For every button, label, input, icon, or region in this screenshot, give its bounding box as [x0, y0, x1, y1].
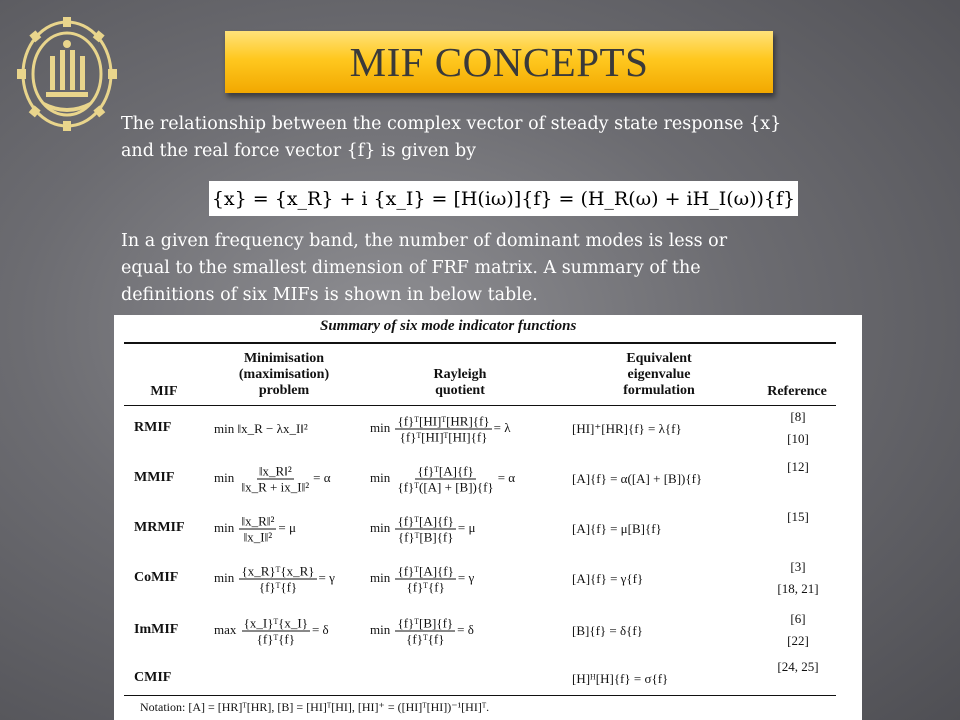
modes-line-1: In a given frequency band, the number of dominant modes is less or	[121, 231, 728, 251]
modes-line-2: equal to the smallest dimension of FRF matrix. A summary of the	[121, 258, 701, 278]
header-rayleigh-line-1: Rayleigh	[433, 367, 487, 382]
row-mif-name: RMIF	[134, 420, 172, 435]
rayleigh-fraction	[395, 564, 455, 595]
row-minimisation	[214, 464, 331, 495]
min-fraction	[239, 464, 311, 495]
header-minimisation-line-3: problem	[258, 383, 310, 398]
min-fraction	[239, 564, 316, 595]
min-operator: max	[214, 621, 237, 637]
min-operator: min	[214, 569, 235, 585]
rayleigh-rhs: = λ	[493, 419, 511, 435]
min-fraction-numerator: {x_R}ᵀ{x_R}	[241, 563, 315, 579]
rayleigh-fraction-numerator: {f}ᵀ[A]{f}	[397, 513, 454, 529]
row-eigen: [A]{f} = γ{f}	[572, 571, 644, 586]
row-mif-name: CoMIF	[134, 570, 179, 585]
university-emblem-icon	[14, 14, 120, 132]
rayleigh-operator: min	[370, 469, 394, 485]
min-fraction-numerator: {x_I}ᵀ{x_I}	[243, 615, 308, 631]
min-rhs: = α	[313, 469, 331, 485]
row-reference-2: [22]	[787, 633, 809, 648]
row-minimisation	[214, 564, 335, 595]
row-rayleigh	[370, 414, 511, 445]
row-reference-2: [10]	[787, 431, 809, 446]
min-fraction	[239, 514, 276, 545]
rayleigh-fraction-denominator: {f}ᵀ[HI]ᵀ[HI]{f}	[399, 429, 488, 445]
row-minimisation	[214, 514, 296, 545]
row-mif-name: CMIF	[134, 670, 172, 685]
min-fraction-numerator: ‖x_R‖²	[258, 463, 292, 479]
title-banner	[225, 31, 773, 93]
row-mif-name: MMIF	[134, 470, 175, 485]
min-rhs: = μ	[278, 519, 296, 535]
rayleigh-operator: min	[370, 419, 394, 435]
table-notation: Notation: [A] = [HR]ᵀ[HR], [B] = [HI]ᵀ[HI], [HI]⁺ = ([HI]ᵀ[HI])⁻¹[HI]ᵀ.	[140, 700, 490, 714]
min-fraction-denominator: ‖x_R + ix_I‖²	[241, 479, 310, 495]
header-minimisation-line-1: Minimisation	[243, 351, 325, 366]
min-operator: min	[214, 469, 235, 485]
rayleigh-operator: min	[370, 519, 394, 535]
rayleigh-operator: min	[370, 621, 394, 637]
header-eigen-line-2: eigenvalue	[627, 367, 691, 382]
rayleigh-fraction	[395, 414, 491, 445]
header-mif: MIF	[150, 384, 178, 399]
row-mif-name: MRMIF	[134, 520, 185, 535]
modes-line-3: definitions of six MIFs is shown in below table.	[121, 285, 538, 305]
row-rayleigh	[370, 616, 474, 647]
header-eigen-line-3: formulation	[623, 383, 695, 398]
row-minimisation	[214, 421, 308, 437]
rayleigh-fraction-denominator: {f}ᵀ{f}	[406, 631, 445, 647]
header-rayleigh-line-2: quotient	[435, 383, 485, 398]
rayleigh-fraction	[395, 464, 495, 495]
min-operator: min	[214, 421, 235, 436]
table-top-rule	[124, 342, 836, 344]
row-mif-name: ImMIF	[134, 622, 179, 637]
min-fraction-denominator: {f}ᵀ{f}	[258, 579, 298, 595]
min-fraction-numerator: ‖x_R‖²	[241, 513, 275, 529]
header-minimisation	[214, 351, 354, 399]
min-fraction-denominator: {f}ᵀ{f}	[256, 631, 295, 647]
rayleigh-rhs: = γ	[457, 569, 475, 585]
row-eigen: [B]{f} = δ{f}	[572, 623, 643, 638]
min-fraction-denominator: ‖x_I‖²	[243, 529, 273, 545]
intro-paragraph	[121, 111, 841, 165]
header-reference: Reference	[767, 384, 827, 399]
rayleigh-rhs: = α	[497, 469, 516, 485]
row-reference-1: [8]	[790, 409, 806, 424]
row-reference-1: [15]	[787, 509, 809, 524]
row-reference-2: [18, 21]	[777, 581, 819, 596]
rayleigh-operator: min	[370, 569, 394, 585]
row-eigen: [HI]⁺[HR]{f} = λ{f}	[572, 421, 682, 436]
min-operator: min	[214, 519, 235, 535]
min-expression: ‖x_R − λx_I‖²	[237, 421, 308, 436]
table-bottom-rule	[124, 695, 836, 696]
response-equation	[209, 181, 798, 216]
header-rayleigh	[400, 367, 520, 399]
header-minimisation-line-2: (maximisation)	[238, 367, 330, 382]
modes-paragraph	[121, 228, 841, 309]
min-fraction	[242, 616, 310, 647]
row-eigen: [H]ᴴ[H]{f} = σ{f}	[572, 671, 669, 686]
university-logo	[14, 14, 120, 132]
row-eigen: [A]{f} = α([A] + [B]){f}	[572, 471, 703, 486]
rayleigh-rhs: = δ	[457, 621, 474, 637]
row-reference-1: [12]	[787, 459, 809, 474]
header-eigen	[589, 351, 729, 399]
header-eigen-line-1: Equivalent	[626, 351, 692, 366]
intro-line-2: and the real force vector {f} is given by	[121, 141, 477, 161]
row-rayleigh	[370, 564, 474, 595]
header-rule	[124, 405, 836, 406]
table-title: Summary of six mode indicator functions	[320, 318, 577, 334]
rayleigh-fraction-denominator: {f}ᵀ[B]{f}	[397, 529, 454, 545]
rayleigh-fraction-denominator: {f}ᵀ{f}	[406, 579, 445, 595]
row-reference-1: [3]	[790, 559, 806, 574]
row-reference-1: [6]	[790, 611, 806, 626]
row-rayleigh	[370, 464, 515, 495]
slide-title: MIF CONCEPTS	[349, 39, 649, 85]
rayleigh-fraction-numerator: {f}ᵀ[A]{f}	[417, 463, 474, 479]
row-reference-1: [24, 25]	[777, 659, 819, 674]
row-minimisation	[214, 616, 329, 647]
min-rhs: = γ	[318, 569, 335, 585]
mif-summary-table	[114, 315, 862, 720]
rayleigh-fraction	[395, 616, 455, 647]
rayleigh-rhs: = μ	[457, 519, 476, 535]
rayleigh-fraction-numerator: {f}ᵀ[HI]ᵀ[HR]{f}	[397, 413, 490, 429]
equation-text: {x} = {x_R} + i {x_I} = [H(iω)]{f} = (H_R(ω) + iH_I(ω)){f}	[211, 187, 796, 210]
intro-line-1: The relationship between the complex vector of steady state response {x}	[121, 114, 782, 134]
min-rhs: = δ	[311, 621, 329, 637]
rayleigh-fraction-numerator: {f}ᵀ[B]{f}	[397, 615, 454, 631]
rayleigh-fraction-numerator: {f}ᵀ[A]{f}	[397, 563, 454, 579]
rayleigh-fraction	[395, 514, 455, 545]
rayleigh-fraction-denominator: {f}ᵀ([A] + [B]){f}	[397, 479, 494, 495]
row-eigen: [A]{f} = μ[B]{f}	[572, 521, 662, 536]
row-rayleigh	[370, 514, 475, 545]
